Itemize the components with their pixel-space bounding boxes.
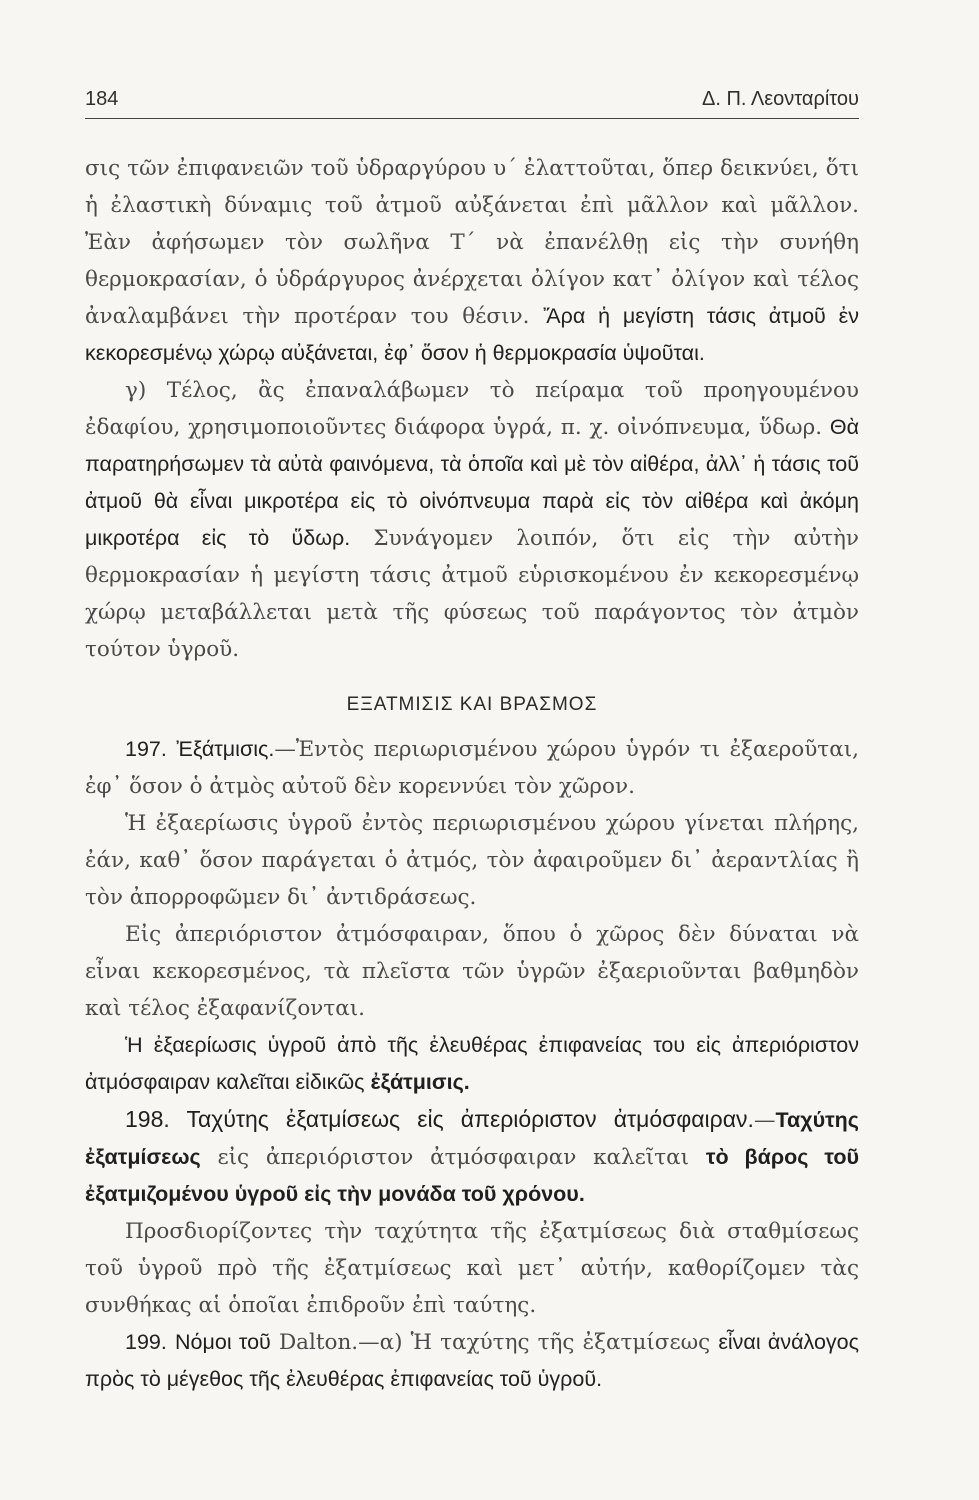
section-197	[85, 731, 859, 805]
section-199-number: 199.	[125, 1330, 167, 1354]
section-199-name: Dalton.	[278, 1330, 359, 1355]
section-197-term: Ἐξάτμισις.	[176, 737, 275, 761]
section-197-paragraph-4	[85, 1027, 859, 1101]
page-header	[85, 88, 859, 119]
page-body	[85, 150, 859, 1398]
section-197-paragraph-2: Ἡ ἐξαερίωσις ὑγροῦ ἐντὸς περιωρισμένου χώρου γίνεται πλήρης, ἐάν, καθ᾽ ὅσον παράγεται ὁ ἀτμός, τὸν ἀφαιροῦμεν δι᾽ ἀεραντλίας ἢ τὸν ἀπορροφῶμεν δι᾽ ἀντιδράσεως.	[85, 811, 859, 910]
paragraph-2	[85, 372, 859, 668]
section-197-text: —Ἐντὸς περιωρισμένου χώρου ὑγρόν τι ἐξαεροῦται, ἐφ᾽ ὅσον ὁ ἀτμὸς αὐτοῦ δὲν κορεννύει τὸν χῶρον.	[85, 737, 859, 799]
section-198-dash: —	[753, 1108, 776, 1133]
section-197-defined-term: ἐξάτμισις.	[370, 1070, 470, 1094]
section-199-term: Νόμοι τοῦ	[175, 1330, 271, 1354]
paragraph-2-observation: Θὰ παρατηρήσωμεν τὰ αὐτὰ φαινόμενα, τὰ ὁποῖα καὶ μὲ τὸν αἰθέρα, ἀλλ᾽ ἡ τάσις τοῦ ἀτμοῦ θὰ εἶναι μικροτέρα εἰς τὸ οἰνόπνευμα παρὰ εἰς τὸν αἰθέρα καὶ ἀκόμη μικροτέρα εἰς τὸ ὕδωρ.	[85, 415, 859, 550]
section-199-text: —α) Ἡ ταχύτης τῆς ἐξατμίσεως	[358, 1330, 711, 1355]
section-197-paragraph-4-text: Ἡ ἐξαερίωσις ὑγροῦ ἀπὸ τῆς ἐλευθέρας ἐπιφανείας του εἰς ἀπεριόριστον ἀτμόσφαιραν καλεῖται εἰδικῶς	[85, 1033, 859, 1094]
paragraph-1-conclusion: Ἄρα ἡ μεγίστη τάσις ἀτμοῦ ἐν κεκορεσμένῳ χώρῳ αὐξάνεται, ἐφ᾽ ὅσον ἡ θερμοκρασία ὑψοῦται.	[85, 304, 859, 365]
section-198-text: εἰς ἀπεριόριστον ἀτμόσφαιραν καλεῖται	[217, 1145, 690, 1170]
section-198-paragraph-2: Προσδιορίζοντες τὴν ταχύτητα τῆς ἐξατμίσεως διὰ σταθμίσεως τοῦ ὑγροῦ πρὸ τῆς ἐξατμίσεως καὶ μετ᾽ αὐτήν, καθορίζομεν τὰς συνθήκας αἱ ὁποῖαι ἐπιδροῦν ἐπὶ ταύτης.	[85, 1219, 859, 1318]
section-199	[85, 1324, 859, 1398]
section-198-term: Ταχύτης ἐξατμίσεως	[85, 1108, 859, 1169]
section-heading: ΕΞΑΤΜΙΣΙΣ ΚΑΙ ΒΡΑΣΜΟΣ	[346, 694, 598, 715]
section-199-law: εἶναι ἀνάλογος πρὸς τὸ μέγεθος τῆς ἐλευθέρας ἐπιφανείας τοῦ ὑγροῦ.	[85, 1330, 859, 1391]
page-number: 184	[85, 88, 119, 110]
paragraph-2-start: γ) Τέλος, ἂς ἐπαναλάβωμεν τὸ πείραμα τοῦ προηγουμένου ἐδαφίου, χρησιμοποιοῦντες διάφορα ὑγρά, π. χ. οἰνόπνευμα, ὕδωρ.	[85, 378, 859, 440]
running-head: Δ. Π. Λεονταρίτου	[701, 88, 859, 110]
section-198	[85, 1101, 859, 1213]
section-197-paragraph-3: Εἰς ἀπεριόριστον ἀτμόσφαιραν, ὅπου ὁ χῶρος δὲν δύναται νὰ εἶναι κεκορεσμένος, τὰ πλεῖστα τῶν ὑγρῶν ἐξαεριοῦνται βαθμηδὸν καὶ τέλος ἐξαφανίζονται.	[85, 922, 859, 1021]
section-198-title: 198. Ταχύτης ἐξατμίσεως εἰς ἀπεριόριστον ἀτμόσφαιραν.	[125, 1106, 754, 1132]
paragraph-1-text: σις τῶν ἐπιφανειῶν τοῦ ὑδραργύρου υ΄ ἐλαττοῦται, ὅπερ δεικνύει, ὅτι ἡ ἐλαστικὴ δύναμις τοῦ ἀτμοῦ αὐξάνεται ἐπὶ μᾶλλον καὶ μᾶλλον. Ἐὰν ἀφήσωμεν τὸν σωλῆνα Τ΄ νὰ ἐπανέλθῃ εἰς τὴν συνήθη θερμοκρασίαν, ὁ ὑδράργυρος ἀνέρχεται ὀλίγον κατ᾽ ὀλίγον καὶ τέλος ἀναλαμβάνει τὴν προτέραν του θέσιν.	[85, 156, 859, 329]
paragraph-1	[85, 150, 859, 372]
section-197-number: 197.	[125, 737, 167, 761]
paragraph-2-end: Συνάγομεν λοιπόν, ὅτι εἰς τὴν αὐτὴν θερμοκρασίαν ἡ μεγίστη τάσις ἀτμοῦ εὑρισκομένου ἐν κεκορεσμένῳ χώρῳ μεταβάλλεται μετὰ τῆς φύσεως τοῦ παράγοντος τὸν ἀτμὸν τούτον ὑγροῦ.	[85, 526, 859, 662]
section-198-definition: τὸ βάρος τοῦ ἐξατμιζομένου ὑγροῦ εἰς τὴν μονάδα τοῦ χρόνου.	[85, 1145, 859, 1206]
